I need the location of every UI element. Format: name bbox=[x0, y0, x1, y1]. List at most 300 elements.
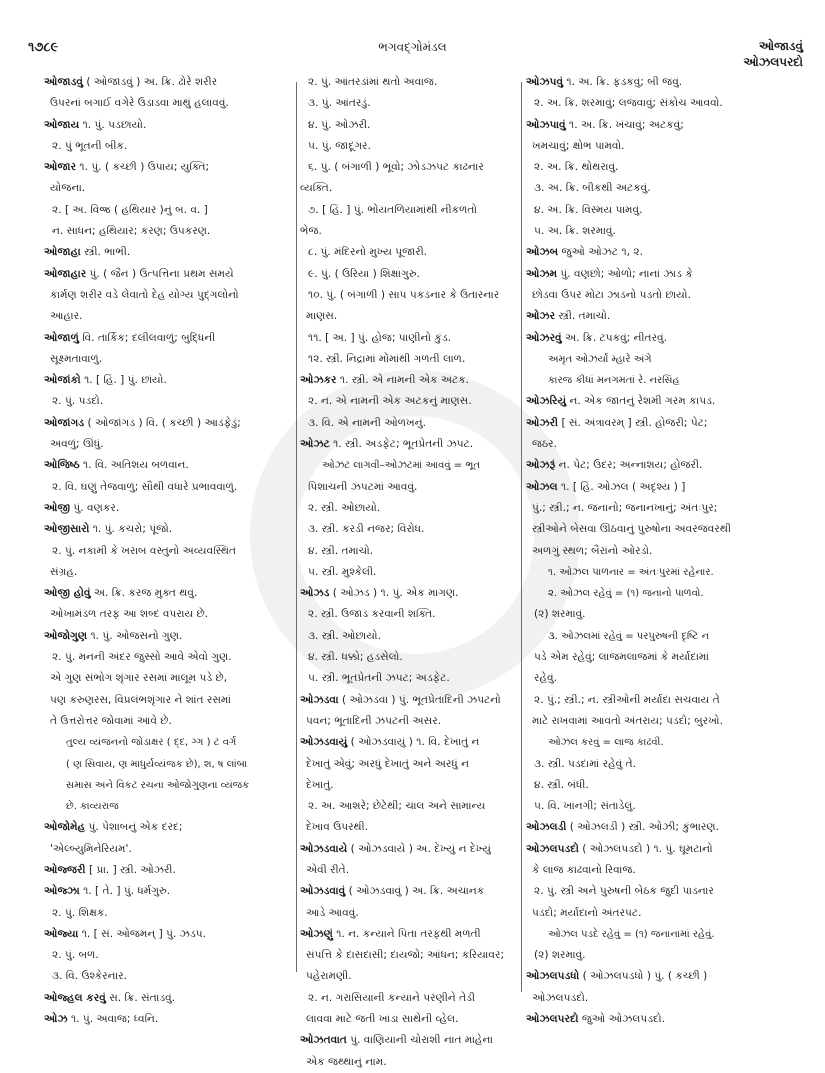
definition-text: અવળું; ઊંધું. bbox=[50, 438, 104, 451]
definition-text: ૫. અ. ક્રિ. શરમાવું. bbox=[534, 225, 616, 238]
definition-text: ( ણ સિવાય, ણ માધુર્યવ્યંજક છે), શ, ષ લાંબા bbox=[66, 758, 248, 770]
definition-text: પડદો; મર્યાદાનો અંતરપટ. bbox=[532, 906, 642, 919]
definition-text: યોજના. bbox=[50, 182, 86, 195]
headword: ઓજાર bbox=[44, 161, 77, 174]
definition-line bbox=[44, 477, 290, 498]
entry-line bbox=[300, 924, 512, 945]
entry-line bbox=[526, 242, 802, 263]
definition-line bbox=[44, 178, 290, 199]
definition-line bbox=[300, 668, 512, 689]
definition-line bbox=[44, 966, 290, 987]
definition-line bbox=[300, 498, 512, 519]
definition-text: ( ઓઝડવાવું ) અ. ક્રિ. અચાનક bbox=[345, 885, 485, 898]
definition-line bbox=[526, 604, 802, 625]
entry-line bbox=[44, 413, 290, 434]
definition-line bbox=[300, 775, 512, 796]
entry-line bbox=[526, 966, 802, 987]
definition-text: ૨. વિ. ઘણું તેજવાળું; સૌથી વધારે પ્રભાવવાળું. bbox=[52, 480, 238, 493]
definition-line bbox=[300, 157, 512, 178]
definition-text: ૫. વિ. ખાનગી; સંતાડેલું. bbox=[534, 800, 636, 813]
definition-line bbox=[300, 477, 512, 498]
definition-line bbox=[44, 349, 290, 370]
definition-line bbox=[44, 945, 290, 966]
definition-text: ઓઝલપડદો. bbox=[532, 991, 589, 1004]
definition-line bbox=[300, 178, 512, 199]
column-divider bbox=[296, 82, 297, 972]
definition-text: સમાસ અને વિકટ રચના ઓજોગુણના વ્યંજક bbox=[66, 779, 250, 791]
definition-line bbox=[300, 72, 512, 93]
definition-line bbox=[300, 328, 512, 349]
definition-text: તે ઉત્તરોત્તર જોવામાં આવે છે. bbox=[50, 714, 172, 727]
definition-text: ૪. સ્ત્રી. બંધી. bbox=[534, 778, 589, 791]
definition-line bbox=[526, 732, 802, 753]
headword: ઓઝકર bbox=[300, 374, 337, 387]
definition-line bbox=[44, 285, 290, 306]
definition-line bbox=[526, 370, 802, 391]
definition-text: (૨) શરમાવું. bbox=[534, 949, 586, 962]
definition-text: ૨. પું. પડદો. bbox=[52, 395, 104, 408]
definition-text: ૩. સ્ત્રી. પડદામાં રહેવું તે. bbox=[534, 757, 637, 770]
definition-text: ૧. અ. ક્રિ. ખંચાવું; અટકવું; bbox=[565, 118, 684, 131]
headword: ઓજિષ્ઠ bbox=[44, 459, 80, 472]
definition-text: દેખાવ ઉપરથી. bbox=[306, 821, 369, 834]
definition-text: [ સં. અંત્રાવરમ્ ] સ્ત્રી. હોજરી; પેટ; bbox=[558, 416, 708, 429]
definition-line bbox=[526, 860, 802, 881]
definition-text: ઉપરનાં બગાઈ વગેરે ઉડાડવા માથું હલાવવું. bbox=[50, 97, 229, 110]
definition-text: માટે રાખવામાં આવતો અંતરાય; પડદો; બુરખો. bbox=[532, 714, 723, 727]
definition-text: ૧. [ તે. ] પું. ધર્મગુરુ. bbox=[79, 885, 171, 898]
definition-line bbox=[526, 434, 802, 455]
definition-line bbox=[44, 136, 290, 157]
definition-line bbox=[526, 988, 802, 1009]
definition-text: જુઓ ઓઝલપડદો. bbox=[578, 1013, 665, 1026]
definition-line bbox=[526, 796, 802, 817]
headword: ઓઝડવા bbox=[300, 693, 339, 706]
definition-text: છે. કાવ્યરાજ bbox=[66, 801, 119, 813]
column-left bbox=[44, 72, 290, 1032]
headword: ઓઝલપડધો bbox=[526, 970, 580, 983]
headword: ઓજી bbox=[44, 501, 71, 514]
definition-line bbox=[44, 711, 290, 732]
definition-text: ખમચાવું; ક્ષોભ પામવો. bbox=[532, 139, 625, 152]
definition-text: ૧. પું. અવાજ; ધ્વનિ. bbox=[67, 1013, 159, 1026]
definition-text: ૭. [ હિં. ] પું. ભોંયતળિયામાંથી નીકળતો bbox=[308, 203, 478, 216]
definition-line bbox=[300, 945, 512, 966]
headword: ઓઝર bbox=[526, 310, 556, 323]
definition-line bbox=[300, 519, 512, 540]
headword: ઓઝડ bbox=[300, 587, 330, 600]
entry-line bbox=[300, 583, 512, 604]
definition-line bbox=[526, 754, 802, 775]
definition-line bbox=[526, 519, 802, 540]
entry-line bbox=[44, 626, 290, 647]
entry-line bbox=[44, 264, 290, 285]
definition-text: ૧. [ સં. ઓજમન્ ] પું. ઝડપ. bbox=[78, 927, 206, 940]
headword: ઓઝરી bbox=[526, 416, 559, 429]
entry-line bbox=[44, 1009, 290, 1030]
definition-line bbox=[526, 178, 802, 199]
definition-text: ૬. પું. ( બંગાળી ) ભૂવો; ઝોડઝપટ કાઢનાર bbox=[308, 161, 484, 174]
entry-line bbox=[44, 988, 290, 1009]
definition-line bbox=[526, 93, 802, 114]
definition-text: ૮. પું. મંદિરનો મુખ્ય પૂજારી. bbox=[308, 246, 428, 259]
definition-line bbox=[44, 732, 290, 753]
definition-line bbox=[44, 562, 290, 583]
definition-text: સ્ત્રી. ભાભી. bbox=[80, 246, 131, 259]
headword: ઓઝપાવું bbox=[526, 118, 566, 131]
headword: ઓઝલપડદો bbox=[526, 842, 579, 855]
entry-line bbox=[44, 583, 290, 604]
definition-text: ૯. પું. ( ઉરિયા ) શિક્ષાગુરુ. bbox=[308, 267, 420, 280]
headword: ઓજાહા bbox=[44, 246, 81, 259]
definition-text: ૩. સ્ત્રી. ઓછાયો. bbox=[308, 629, 381, 642]
definition-text: ૧૦. પું. ( બંગાળી ) સાપ પકડનાર કે ઉતારનાર bbox=[308, 288, 500, 301]
definition-text: ( ઓઝલડી ) સ્ત્રી. ઓઝી; કુંભારણ. bbox=[566, 821, 719, 834]
definition-text: પડે એમ રહેવું; લાજમલાજમાં કે મર્યાદામાં bbox=[534, 651, 709, 664]
definition-text: પું. પેશાબનું એક દરદ; bbox=[85, 821, 183, 834]
headword: ઓજાળું bbox=[44, 331, 79, 344]
definition-text: લાવવા માટે જતી ખાંડા સાથેની વ્હેલ. bbox=[306, 1013, 459, 1026]
definition-text: પું. વાણિયાની ચોરાશી નાત માંહેના bbox=[346, 1034, 493, 1047]
definition-text: તુલ્ય વ્યંજનનો જોડાક્ષર ( દ્દ, ગ્ગ ) ટ વર્ગ bbox=[66, 737, 237, 749]
definition-text: ૧. પું. ( કચ્છી ) ઉપાય; યુક્તિ; bbox=[76, 161, 210, 174]
definition-text: ૧. સ્ત્રી. એ નામની એક અટક. bbox=[336, 374, 470, 387]
definition-text: ૩. વિ. ઉશ્કેરનાર. bbox=[52, 970, 127, 983]
definition-text: પવન; ભૂતાદિની ઝપટની અસર. bbox=[306, 714, 442, 727]
entry-line bbox=[526, 817, 802, 838]
definition-text: ૩. સ્ત્રી. કરડી નજર; વિરોધ. bbox=[308, 523, 425, 536]
definition-line bbox=[44, 690, 290, 711]
definition-text: કે લાજ કાઢવાનો રિવાજ. bbox=[532, 863, 636, 876]
definition-line bbox=[526, 775, 802, 796]
definition-text: ૧. પું. ઓજસનો ગુણ. bbox=[87, 629, 183, 642]
definition-line bbox=[526, 668, 802, 689]
definition-text: ૫. સ્ત્રી. મુશ્કેલી. bbox=[308, 565, 377, 578]
definition-text: એક જથ્થાનું નામ. bbox=[306, 1055, 387, 1068]
definition-text: ૫. સ્ત્રી. ભૂતપ્રેતની ઝપટ; અડફેટ. bbox=[308, 672, 450, 685]
entry-line bbox=[526, 455, 802, 476]
entry-line bbox=[526, 413, 802, 434]
entry-line bbox=[526, 264, 802, 285]
definition-text: એવી રીતે. bbox=[306, 863, 350, 876]
definition-text: ૨. પું.; સ્ત્રી.; ન. સ્ત્રીઓની મર્યાદા સચવાય તે bbox=[534, 693, 720, 706]
definition-text: ૨. પું. બળ. bbox=[52, 949, 99, 962]
entry-line bbox=[44, 157, 290, 178]
definition-line bbox=[300, 860, 512, 881]
headword: ઓજાય bbox=[44, 118, 80, 131]
column-right bbox=[526, 72, 802, 1032]
definition-line bbox=[300, 966, 512, 987]
definition-text: વ્યક્તિ. bbox=[300, 182, 333, 195]
definition-text: આહાર. bbox=[50, 310, 83, 323]
definition-text: સંગ્રહ. bbox=[50, 565, 78, 578]
definition-line bbox=[300, 562, 512, 583]
definition-text: ૨. ન. ગરાસિયાની કન્યાને પરણીને તેડી bbox=[308, 991, 475, 1004]
running-title: ભગવદ્ગોમંડલ bbox=[378, 40, 447, 54]
definition-line bbox=[300, 647, 512, 668]
definition-text: ૫. પું. જાદૂગર. bbox=[308, 139, 371, 152]
definition-line bbox=[300, 285, 512, 306]
definition-line bbox=[526, 285, 802, 306]
headword: ઓઝરિયું bbox=[526, 395, 567, 408]
headword: ઓજોગુણ bbox=[44, 629, 88, 642]
definition-text: ૧. વિ. અતિશય બળવાન. bbox=[79, 459, 189, 472]
headword: ઓજોમેહ bbox=[44, 821, 86, 834]
definition-text: ૨. અ. ક્રિ. થોથરાવું. bbox=[534, 161, 619, 174]
definition-text: પણ કરુણરસ, વિપ્રલંભશૃંગાર ને શાંત રસમાં bbox=[50, 693, 231, 706]
entry-line bbox=[44, 498, 290, 519]
definition-line bbox=[526, 200, 802, 221]
entry-line bbox=[300, 1030, 512, 1051]
definition-text: કારજ કીધાં મનગમતાં રે. નરસિંહ bbox=[548, 375, 680, 387]
definition-line bbox=[300, 604, 512, 625]
definition-line bbox=[526, 136, 802, 157]
page-number: ૧૭૮૯ bbox=[28, 40, 59, 55]
definition-text: ૧૨. સ્ત્રી. નિદ્રામાં મોંમાંથી ગળતી લાળ. bbox=[308, 352, 466, 365]
definition-text: ૧. ઓઝલ પાળનાર = અંતઃપુરમાં રહેનાર. bbox=[548, 566, 714, 578]
definition-text: [ પ્રા. ] સ્ત્રી. ઓઝરી. bbox=[85, 863, 176, 876]
definition-line bbox=[300, 264, 512, 285]
definition-text: આડે આવવું. bbox=[306, 906, 359, 919]
definition-text: સ્ત્રીઓને બેસવા ઊઠવાનું પુરુષોના અવરજવરથી bbox=[532, 523, 731, 536]
definition-text: ( ઓઝડવા ) પું. ભૂતપ્રેતાદિની ઝપટનો bbox=[338, 693, 501, 706]
headword: ઓઝબ bbox=[526, 246, 559, 259]
entry-line bbox=[526, 115, 802, 136]
definition-text: ૨. અ. આશરે; છેટેથી; ચાલ અને સામાન્ય bbox=[308, 800, 486, 813]
entry-line bbox=[300, 732, 512, 753]
definition-text: ન. સાધન; હથિયાર; કરણ; ઉપકરણ. bbox=[52, 225, 211, 238]
definition-text: અળગું સ્થળ; બૈરાંનો ઓરડો. bbox=[532, 544, 653, 557]
definition-text: ૨. પું. શિક્ષક. bbox=[52, 906, 108, 919]
page-header bbox=[0, 30, 825, 69]
definition-text: ૨. સ્ત્રી. ઉજાડ કરવાની શક્તિ. bbox=[308, 608, 436, 621]
entry-line bbox=[526, 306, 802, 327]
headword: ઓજાંકો bbox=[44, 374, 81, 387]
definition-line bbox=[526, 626, 802, 647]
definition-line bbox=[300, 754, 512, 775]
definition-text: (૨) શરમાવું. bbox=[534, 608, 586, 621]
definition-text: દેખાતું. bbox=[306, 778, 334, 791]
definition-text: 'એલ્બ્યુમિનેરિયમ'. bbox=[50, 842, 132, 855]
definition-text: ( ઓઝડવાયે ) અ. દેખ્યું ન દેખ્યું bbox=[347, 842, 491, 855]
entry-line bbox=[300, 690, 512, 711]
definition-line bbox=[300, 306, 512, 327]
definition-text: પું.; સ્ત્રી.; ન. જનાનો; જનાનખાનું; અંતઃપુર; bbox=[532, 501, 718, 514]
definition-text: ૨. પું. આંતરડાંમાં થતો અવાજ. bbox=[308, 76, 438, 88]
entry-line bbox=[526, 839, 802, 860]
entry-line bbox=[526, 328, 802, 349]
definition-text: સૂક્ષ્મતાવાળું. bbox=[50, 352, 103, 365]
definition-line bbox=[526, 583, 802, 604]
definition-text: દેખાતું એવું; અરધું દેખાતું અને અરધું ન bbox=[306, 757, 470, 770]
definition-line bbox=[44, 775, 290, 796]
definition-text: ૪. સ્ત્રી. તમાચો. bbox=[308, 544, 374, 557]
definition-text: વિ. તાર્કિક; દલીલવાળું; બુદ્ધિની bbox=[78, 331, 216, 344]
definition-text: સંપત્તિ કે દાસદાસી; દાયજો; આંધન; કરિયાવર; bbox=[306, 949, 505, 962]
definition-line bbox=[300, 455, 512, 476]
definition-text: જઠર. bbox=[532, 438, 558, 451]
definition-line bbox=[44, 306, 290, 327]
definition-text: ૧. પું. કચરો; પૂંજો. bbox=[89, 523, 173, 536]
definition-text: ૪. સ્ત્રી. ધક્કો; હડસેલો. bbox=[308, 651, 403, 664]
definition-line bbox=[526, 711, 802, 732]
headword: ઓઝપવું bbox=[526, 76, 564, 88]
definition-line bbox=[526, 562, 802, 583]
entry-line bbox=[44, 370, 290, 391]
column-divider bbox=[521, 82, 522, 992]
definition-text: પું. વણકર. bbox=[70, 501, 120, 514]
definition-line bbox=[44, 647, 290, 668]
definition-text: અ. ક્રિ. કરજ મુક્ત થવું. bbox=[90, 587, 198, 600]
entry-line bbox=[44, 924, 290, 945]
headword: ઓજાહાર bbox=[44, 267, 87, 280]
entry-line bbox=[300, 434, 512, 455]
definition-line bbox=[526, 221, 802, 242]
definition-line bbox=[300, 1009, 512, 1030]
headword: ઓજ્જરી bbox=[44, 863, 86, 876]
entry-line bbox=[44, 72, 290, 93]
definition-text: ૨. ઓઝલ રહેવું = (૧) જનાનો પાળવો. bbox=[548, 588, 704, 600]
headword: ઓજ્હલ કરવું bbox=[44, 991, 106, 1004]
definition-text: ૨. પું. મનની અંદર જુસ્સો આવે એવો ગુણ. bbox=[52, 651, 232, 664]
definition-line bbox=[44, 604, 290, 625]
definition-line bbox=[300, 242, 512, 263]
guide-word-first: ઓજાડવું bbox=[758, 39, 803, 53]
definition-text: ૧૧. [ અ. ] પું. હોજ; પાણીનો કુંડ. bbox=[308, 331, 452, 344]
definition-line bbox=[300, 796, 512, 817]
entry-line bbox=[44, 817, 290, 838]
definition-line bbox=[526, 690, 802, 711]
definition-line bbox=[300, 988, 512, 1009]
definition-line bbox=[526, 349, 802, 370]
headword: ઓઝલડી bbox=[526, 821, 567, 834]
definition-line bbox=[300, 349, 512, 370]
definition-text: ૨. પું. સ્ત્રી અને પુરુષની બેઠક જુદી પાડનાર bbox=[534, 885, 714, 898]
definition-line bbox=[300, 93, 512, 114]
definition-text: ૪. પું. ઓઝરી. bbox=[308, 118, 371, 131]
headword: ઓઝરવું bbox=[526, 331, 562, 344]
definition-text: અમૃત ઓઝર્યાં મ્હારે અંગે bbox=[548, 353, 652, 365]
definition-text: ઓઝલ કરવું = લાજ કાઢવી. bbox=[548, 737, 664, 749]
definition-line bbox=[300, 541, 512, 562]
definition-text: ૨. ન. એ નામની એક અટકનું માણસ. bbox=[308, 395, 472, 408]
definition-line bbox=[300, 413, 512, 434]
entry-line bbox=[44, 328, 290, 349]
definition-text: ઓઝટ લાગવી–ઓઝટમાં આવવું = ભૂત bbox=[322, 460, 480, 472]
entry-line bbox=[44, 881, 290, 902]
definition-line bbox=[44, 391, 290, 412]
definition-line bbox=[526, 541, 802, 562]
definition-text: ૨. પું ભૂતની બીક. bbox=[52, 139, 128, 152]
entry-line bbox=[300, 839, 512, 860]
definition-line bbox=[300, 136, 512, 157]
definition-text: ૧. અ. ક્રિ. ફડકવું; બી જવું. bbox=[563, 76, 683, 88]
headword: ઓજ્યા bbox=[44, 927, 79, 940]
definition-line bbox=[526, 498, 802, 519]
definition-line bbox=[300, 115, 512, 136]
entry-line bbox=[526, 391, 802, 412]
definition-text: ૨. અ. ક્રિ. શરમાવું; લજવાવું; સંકોચ આવવો. bbox=[534, 97, 723, 110]
definition-text: ૩. અ. ક્રિ. બીકથી અટકવું. bbox=[534, 182, 651, 195]
definition-text: ( ઓઝડવાયું ) ૧. વિ. દેખાતું ન bbox=[347, 736, 480, 749]
definition-line bbox=[300, 817, 512, 838]
definition-text: રહેવું. bbox=[534, 672, 557, 685]
definition-line bbox=[526, 647, 802, 668]
definition-line bbox=[300, 391, 512, 412]
definition-text: ભેજ. bbox=[300, 225, 322, 238]
entry-line bbox=[526, 477, 802, 498]
definition-text: જુઓ ઓઝટ ૧, ૨. bbox=[558, 246, 643, 259]
entry-line bbox=[44, 242, 290, 263]
definition-text: સ. ક્રિ. સંતાડવું. bbox=[105, 991, 176, 1004]
definition-text: ૪. અ. ક્રિ. વિસ્મય પામવું. bbox=[534, 203, 643, 216]
definition-text: કાર્મણ શરીર વડે લેવાતો દેહ યોગ્ય પુદ્ગલોનો bbox=[50, 288, 239, 301]
definition-line bbox=[300, 903, 512, 924]
definition-line bbox=[526, 881, 802, 902]
definition-text: અ. ક્રિ. ટપકવું; નીતરવું. bbox=[561, 331, 668, 344]
definition-text: પિશાચની ઝપટમાં આવવું. bbox=[308, 480, 418, 493]
headword: ઓઝડવાયું bbox=[300, 736, 348, 749]
definition-line bbox=[300, 1052, 512, 1073]
headword: ઓઝ bbox=[44, 1013, 68, 1026]
dictionary-columns bbox=[14, 72, 814, 1068]
definition-text: ૧. સ્ત્રી. અડફેટ; ભૂતપ્રેતની ઝપટ. bbox=[329, 438, 474, 451]
headword: ઓજી હોવું bbox=[44, 587, 91, 600]
definition-line bbox=[44, 434, 290, 455]
definition-text: ૨. [ અ. વિજ્ર ( હથિયાર )નું બ. વ. ] bbox=[52, 203, 208, 216]
definition-text: ઓખામંડળ તરફ આ શબ્દ વપરાય છે. bbox=[50, 608, 209, 621]
headword: ઓઝમ bbox=[526, 267, 558, 280]
definition-text: એ ગુણ સંભોગ શૃંગાર રસમાં માલૂમ પડે છે, bbox=[50, 672, 228, 685]
definition-text: માણસ. bbox=[306, 310, 338, 323]
definition-text: ૩. ઓઝલમાં રહેવું = પરપુરુષની દૃષ્ટિ ન bbox=[548, 630, 710, 642]
definition-text: ૩. પું. આંતરડું. bbox=[308, 97, 371, 110]
definition-text: ( ઓઝડ ) ૧. પું. એક માગણ. bbox=[329, 587, 459, 600]
headword: ઓઝડવાવું bbox=[300, 885, 346, 898]
definition-text: ( ઓજાંગડ ) વિ. ( કચ્છી ) આડફેડું; bbox=[84, 416, 241, 429]
column-middle bbox=[300, 72, 512, 1068]
definition-line bbox=[526, 924, 802, 945]
entry-line bbox=[44, 455, 290, 476]
guide-words bbox=[744, 38, 804, 70]
headword: ઓઝડવાયે bbox=[300, 842, 348, 855]
headword: ઓઝલપરદો bbox=[526, 1013, 579, 1026]
definition-text: પું. વણછો; ઓળો; નાનાં ઝાડ કે bbox=[557, 267, 693, 280]
definition-line bbox=[44, 668, 290, 689]
definition-line bbox=[526, 945, 802, 966]
definition-text: ૧. [ હિં. ઓઝલ ( અદૃશ્ય ) ] bbox=[557, 480, 686, 493]
headword: ઓજીસારો bbox=[44, 523, 90, 536]
definition-text: ૩. વિ. એ નામની ઓળખનું. bbox=[308, 416, 427, 429]
definition-line bbox=[300, 711, 512, 732]
definition-line bbox=[44, 796, 290, 817]
definition-text: ૧. પું. પડછાયો. bbox=[79, 118, 147, 131]
definition-text: ૧. [ હિં. ] પું. છાંયો. bbox=[80, 374, 167, 387]
definition-line bbox=[44, 839, 290, 860]
headword: ઓઝલ bbox=[526, 480, 558, 493]
definition-line bbox=[44, 541, 290, 562]
definition-line bbox=[44, 903, 290, 924]
headword: ઓજાંગડ bbox=[44, 416, 85, 429]
entry-line bbox=[44, 860, 290, 881]
definition-line bbox=[44, 754, 290, 775]
definition-line bbox=[44, 93, 290, 114]
definition-text: ન. એક જાતનું રેશમી ગરમ કાપડ. bbox=[566, 395, 716, 408]
headword: ઓઝરૂં bbox=[526, 459, 556, 472]
definition-line bbox=[300, 221, 512, 242]
entry-line bbox=[44, 115, 290, 136]
definition-line bbox=[526, 157, 802, 178]
